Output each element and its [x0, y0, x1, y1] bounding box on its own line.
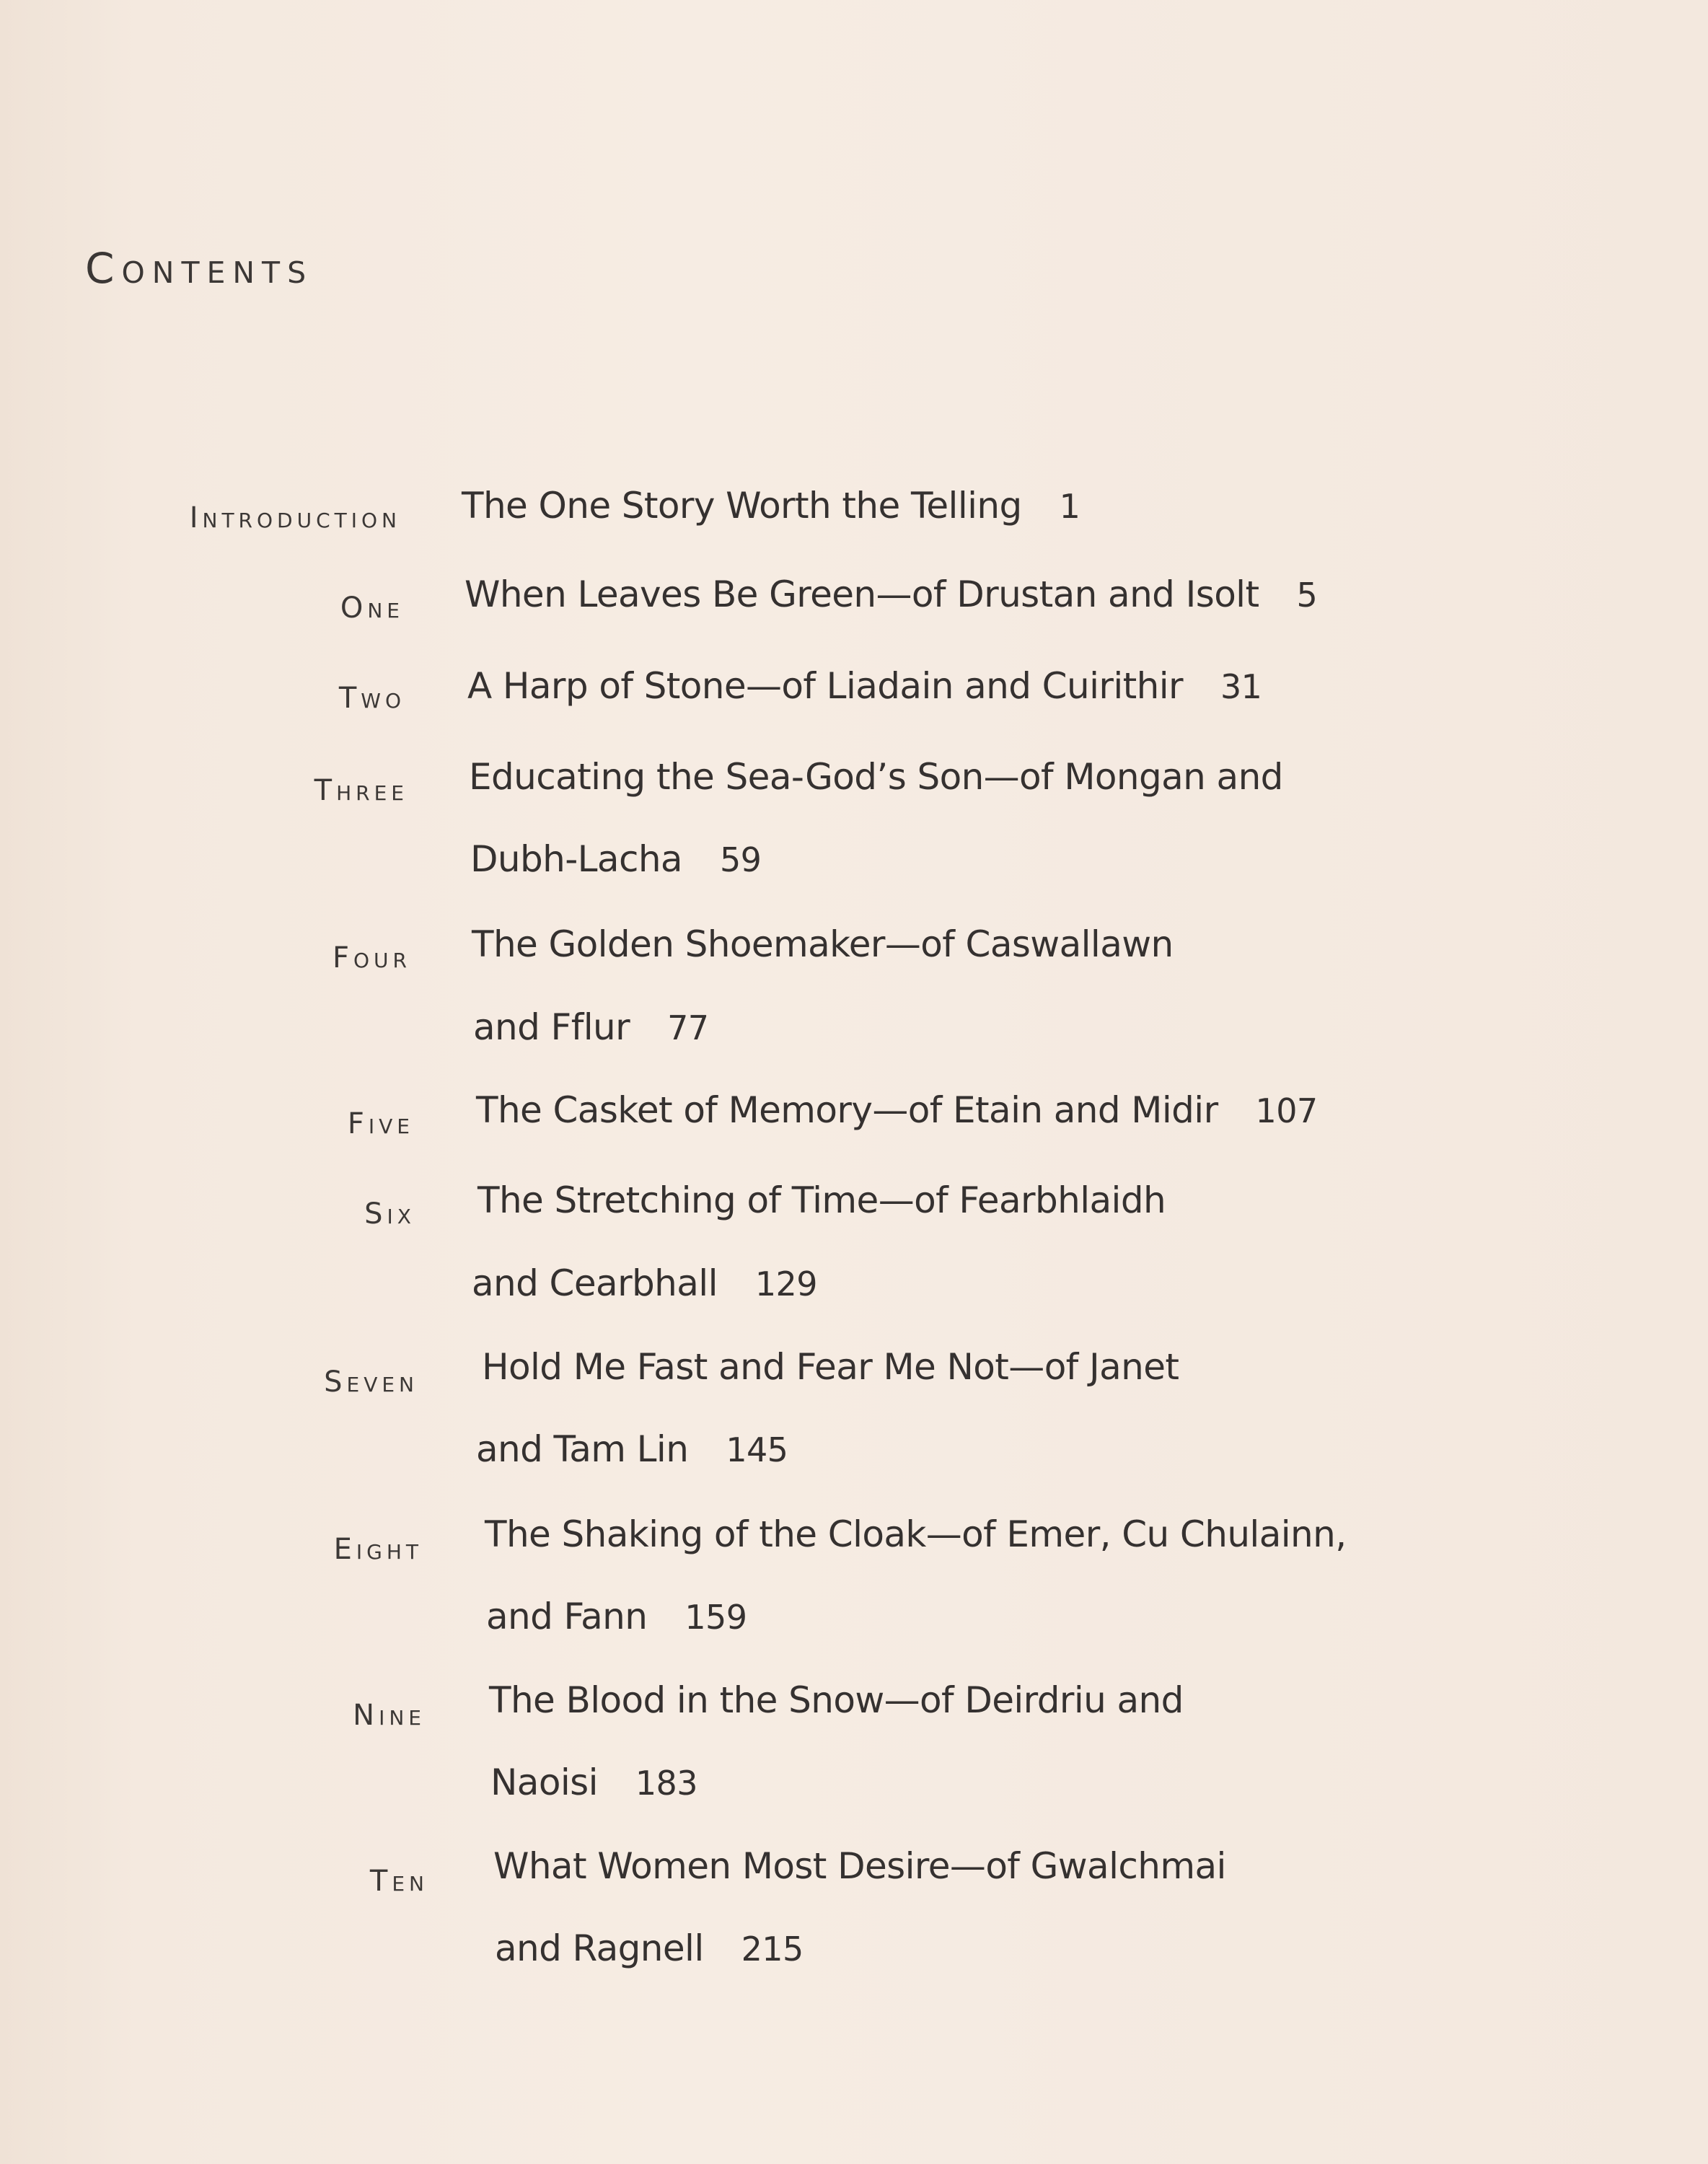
- entry-page-number: 59: [719, 840, 762, 879]
- entry-label: One: [340, 591, 404, 625]
- entry-page-number: 1: [1059, 487, 1080, 526]
- entry-page-number: 107: [1255, 1091, 1318, 1130]
- entry-title-line: A Harp of Stone—of Liadain and Cuirithir 31: [467, 665, 1262, 707]
- entry-title-line: The One Story Worth the Telling 1: [462, 485, 1080, 527]
- entry-title-line: Hold Me Fast and Fear Me Not—of Janet: [482, 1346, 1179, 1388]
- entry-title-line: Naoisi 183: [490, 1761, 697, 1803]
- entry-page-number: 5: [1296, 576, 1318, 615]
- entry-label: Two: [338, 682, 405, 715]
- entry-label: Ten: [369, 1865, 428, 1898]
- entry-title-line: The Stretching of Time—of Fearbhlaidh: [477, 1179, 1166, 1221]
- contents-heading: Contents: [85, 244, 314, 293]
- entry-title-line: and Tam Lin 145: [476, 1428, 788, 1470]
- entry-title-line: Educating the Sea-God’s Son—of Mongan and: [469, 756, 1283, 798]
- entry-page-number: 77: [667, 1008, 709, 1047]
- entry-label: Six: [364, 1197, 415, 1231]
- entry-label: Eight: [333, 1533, 423, 1566]
- entry-title-line: What Women Most Desire—of Gwalchmai: [493, 1845, 1226, 1887]
- entry-title-line: Dubh-Lacha 59: [470, 838, 762, 880]
- entry-title-line: The Golden Shoemaker—of Caswallawn: [472, 923, 1174, 965]
- entry-page-number: 159: [684, 1598, 747, 1637]
- entry-label: Five: [347, 1107, 414, 1140]
- entry-page-number: 31: [1220, 667, 1262, 706]
- entry-label: Seven: [324, 1365, 418, 1399]
- entry-label: Nine: [353, 1699, 426, 1732]
- entry-label: Three: [314, 774, 408, 807]
- entry-page-number: 129: [754, 1264, 817, 1303]
- entry-title-line: and Cearbhall 129: [472, 1262, 817, 1304]
- entry-title-line: and Ragnell 215: [495, 1927, 804, 1969]
- entry-label: Four: [333, 941, 411, 975]
- entry-title-line: The Casket of Memory—of Etain and Midir 107: [476, 1089, 1318, 1131]
- entry-title-line: and Fann 159: [486, 1596, 747, 1637]
- entry-title-line: The Shaking of the Cloak—of Emer, Cu Chulainn,: [485, 1513, 1347, 1555]
- entry-page-number: 215: [741, 1930, 804, 1969]
- entry-page-number: 145: [726, 1430, 788, 1469]
- entry-title-line: and Fflur 77: [473, 1006, 709, 1048]
- entry-title-line: The Blood in the Snow—of Deirdriu and: [489, 1679, 1184, 1721]
- entry-title-line: When Leaves Be Green—of Drustan and Isolt 5: [465, 573, 1318, 615]
- entry-page-number: 183: [635, 1764, 697, 1803]
- entry-label: Introduction: [189, 501, 401, 535]
